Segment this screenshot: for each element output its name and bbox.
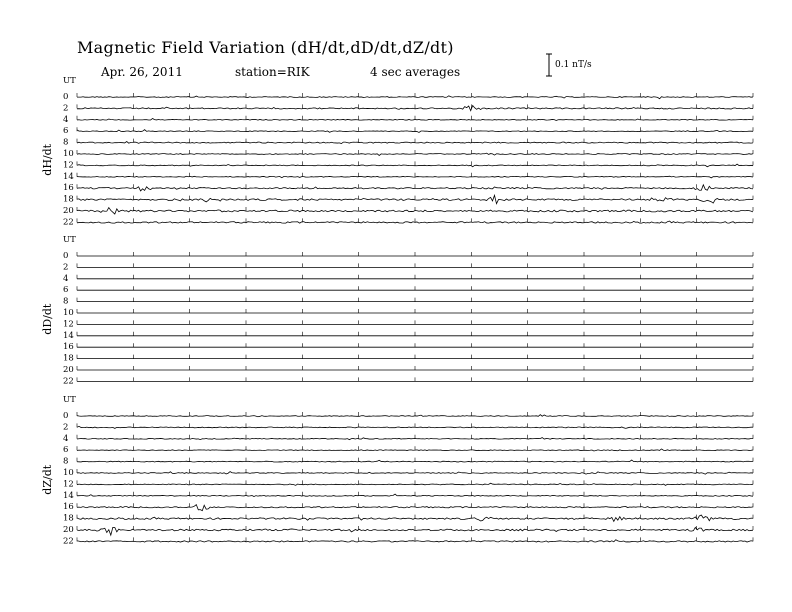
row-hour-label: 20: [63, 525, 74, 535]
row-hour-label: 14: [63, 330, 74, 341]
row-hour-label: 8: [63, 456, 69, 467]
row-hour-label: 4: [63, 114, 69, 125]
row-hour-label: 4: [63, 433, 69, 444]
row-hour-label: 12: [63, 160, 74, 171]
row-hour-label: 20: [63, 365, 74, 375]
row-hour-label: 0: [63, 92, 69, 102]
panel-ylabel: dZ/dt: [41, 464, 54, 495]
row-hour-label: 6: [63, 445, 69, 456]
row-hour-label: 18: [63, 194, 74, 205]
ut-label: UT: [63, 76, 76, 86]
row-hour-label: 16: [63, 183, 74, 194]
row-hour-label: 10: [63, 468, 74, 478]
row-hour-label: 22: [63, 217, 74, 228]
row-hour-label: 6: [63, 126, 69, 137]
row-hour-label: 20: [63, 206, 74, 216]
panel-ylabel: dD/dt: [41, 303, 54, 335]
row-hour-label: 10: [63, 308, 74, 318]
row-hour-label: 10: [63, 149, 74, 159]
row-hour-label: 2: [63, 422, 69, 433]
station-label: station=RIK: [235, 65, 310, 79]
row-hour-label: 12: [63, 319, 74, 330]
row-hour-label: 18: [63, 353, 74, 364]
row-hour-label: 4: [63, 273, 69, 284]
panel-ylabel: dH/dt: [41, 143, 54, 176]
row-hour-label: 16: [63, 502, 74, 513]
row-hour-label: 22: [63, 536, 74, 547]
ut-label: UT: [63, 235, 76, 245]
row-hour-label: 2: [63, 103, 69, 114]
row-hour-label: 8: [63, 137, 69, 148]
row-hour-label: 14: [63, 171, 74, 182]
ut-label: UT: [63, 395, 76, 405]
row-hour-label: 14: [63, 490, 74, 501]
row-hour-label: 8: [63, 296, 69, 307]
row-hour-label: 0: [63, 251, 69, 261]
row-hour-label: 16: [63, 342, 74, 353]
row-hour-label: 18: [63, 513, 74, 524]
chart-title: Magnetic Field Variation (dH/dt,dD/dt,dZ/dt): [77, 38, 454, 57]
row-hour-label: 2: [63, 262, 69, 273]
row-hour-label: 12: [63, 479, 74, 490]
row-hour-label: 0: [63, 411, 69, 421]
scale-bar-label: 0.1 nT/s: [555, 60, 592, 70]
date-label: Apr. 26, 2011: [101, 65, 183, 79]
row-hour-label: 22: [63, 376, 74, 387]
averages-label: 4 sec averages: [370, 65, 461, 79]
row-hour-label: 6: [63, 285, 69, 296]
